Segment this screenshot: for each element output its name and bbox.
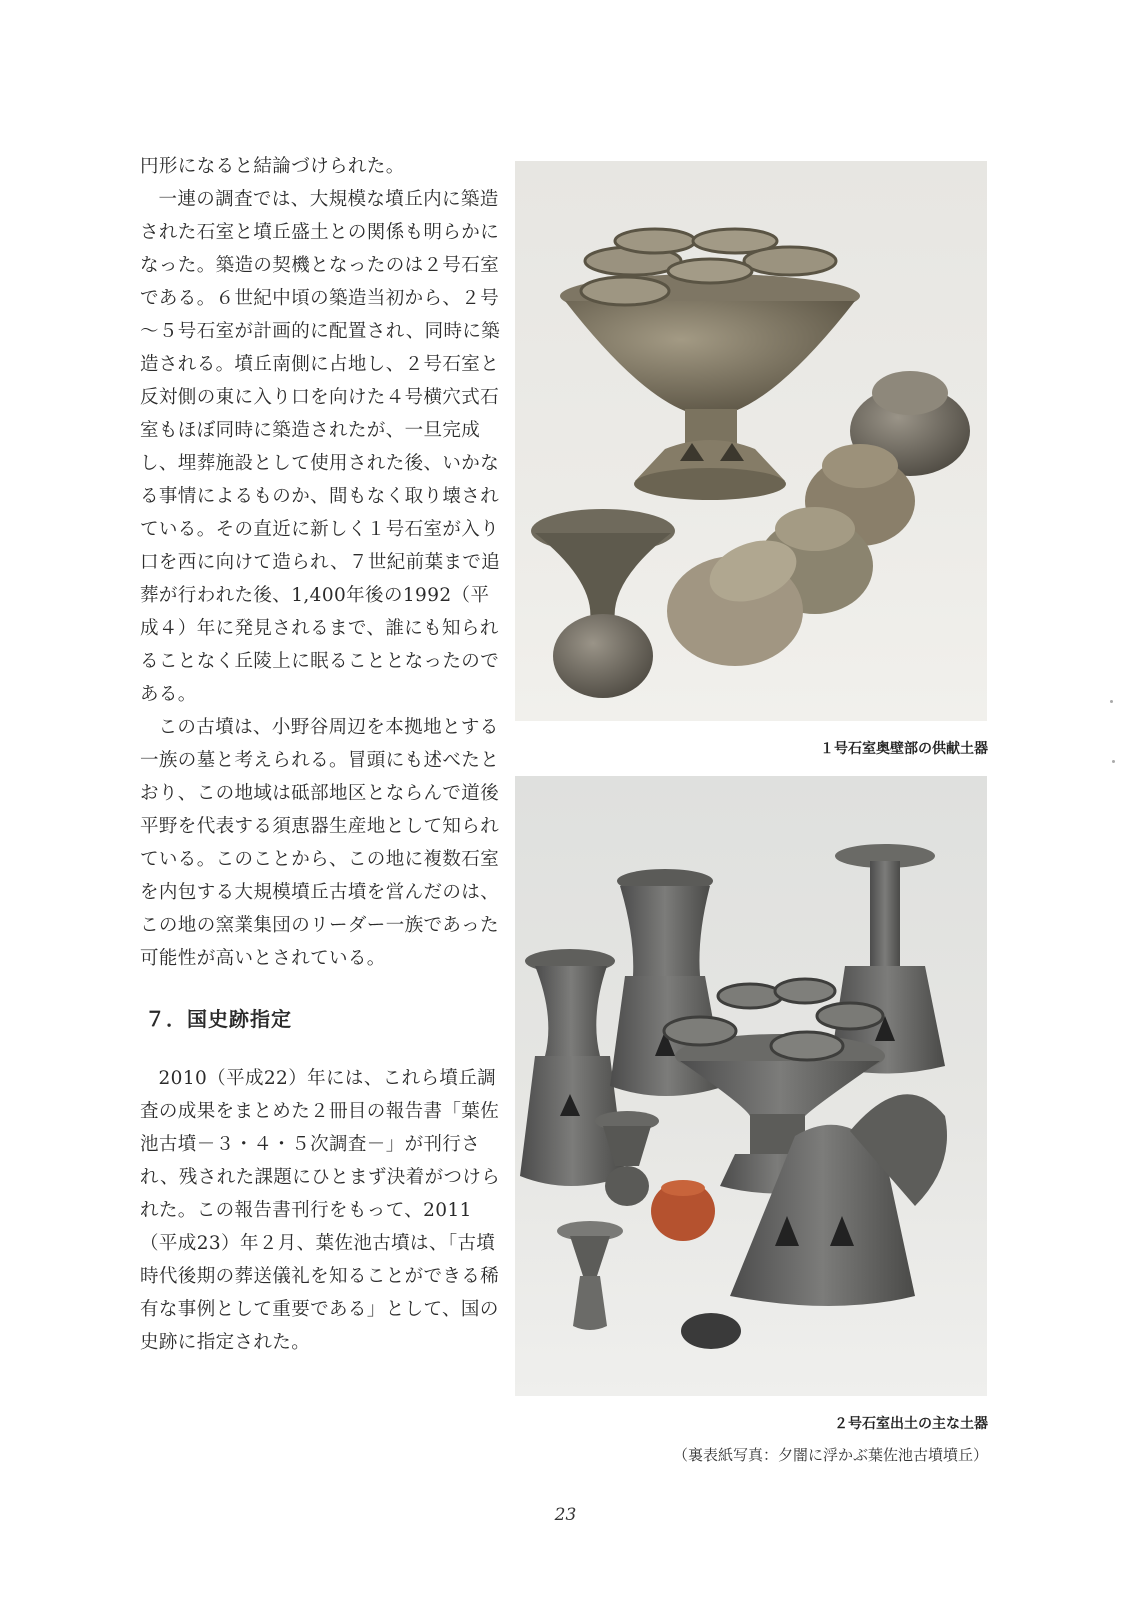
figure-caption-1: １号石室奥壁部の供献土器 [820, 741, 988, 757]
photo-offering-pottery [515, 161, 987, 721]
paragraph-2: 一連の調査では、大規模な墳丘内に築造された石室と墳丘盛土との関係も明らかになった。築造の契機となったのは２号石室である。６世紀中頃の築造当初から、２号～５号石室が計画的に配置され、同時に築造される。墳丘南側に占地し、２号石室と反対側の東に入り口を向けた４号横穴式石室もほぼ同時に築造されたが、一旦完成し、埋葬施設として使用された後、いかなる事情によるものか、間もなく取り壊されている。その直近に新しく１号石室が入り口を西に向けて造られ、７世紀前葉まで追葬が行われた後、1,400年後の1992（平成４）年に発見されるまで、誰にも知られることなく丘陵上に眠ることとなったのである。 [140, 189, 501, 705]
section-body-column [140, 1062, 505, 1359]
photo-chamber2-pottery [515, 776, 987, 1396]
pottery-illustration-2 [515, 776, 987, 1396]
paragraph-1: 円形になると結論づけられた。 [140, 156, 405, 177]
scan-speck [1110, 700, 1113, 703]
section-paragraph: 2010（平成22）年には、これら墳丘調査の成果をまとめた２冊目の報告書「葉佐池古墳－３・４・５次調査－」が刊行され、残された課題にひとまず決着がつけられた。この報告書刊行をもって、2011（平成23）年２月、葉佐池古墳は、「古墳時代後期の葬送儀礼を知ることができる稀有な事例として重要である」として、国の史跡に指定された。 [140, 1068, 501, 1353]
paragraph-3: この古墳は、小野谷周辺を本拠地とする一族の墓と考えられる。冒頭にも述べたとおり、この地域は砥部地区とならんで道後平野を代表する須恵器生産地として知られている。このことから、この地に複数石室を内包する大規模墳丘古墳を営んだのは、この地の窯業集団のリーダー一族であった可能性が高いとされている。 [140, 717, 500, 969]
figure-caption-2: ２号石室出土の主な土器 [834, 1416, 988, 1432]
body-text-column [140, 150, 505, 975]
section-heading: ７．国史跡指定 [145, 1007, 292, 1031]
page-number: 23 [554, 1505, 577, 1525]
scan-speck [1112, 760, 1115, 763]
pottery-illustration-1 [515, 161, 987, 721]
cover-photo-note: （裏表紙写真：夕闇に浮かぶ葉佐池古墳墳丘） [672, 1446, 988, 1464]
